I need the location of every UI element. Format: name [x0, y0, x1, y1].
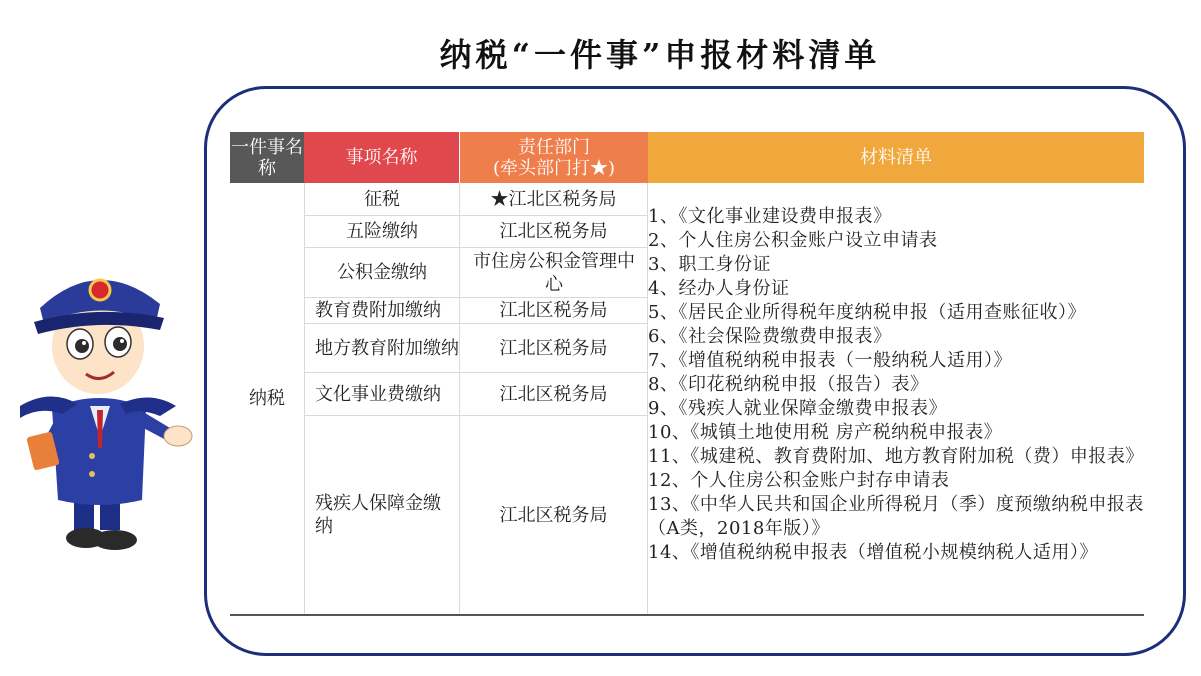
table-row-dept: 江北区税务局 — [499, 383, 608, 405]
table-row-dept: 江北区税务局 — [499, 300, 608, 321]
list-item: 10、《城镇土地使用税 房产税纳税申报表》 — [648, 422, 1003, 443]
materials-list — [648, 205, 1144, 565]
header-materials: 材料清单 — [648, 132, 1144, 183]
list-item: 5、《居民企业所得税年度纳税申报（适用查账征收）》 — [648, 302, 1086, 323]
list-item: 1、《文化事业建设费申报表》 — [648, 206, 892, 227]
list-item: 6、《社会保险费缴费申报表》 — [648, 326, 892, 347]
table-row-item: 征税 — [364, 189, 400, 210]
page-title: 纳税“一件事”申报材料清单 — [439, 36, 881, 74]
list-item: 3、职工身份证 — [648, 254, 771, 275]
header-task-name: 一件事名称 — [230, 132, 304, 183]
header-department-note: (牵头部门打★) — [492, 157, 616, 179]
group-name-cell: 纳税 — [249, 388, 285, 409]
table-row-item: 五险缴纳 — [346, 221, 418, 242]
list-item: 14、《增值税纳税申报表（增值税小规模纳税人适用）》 — [648, 542, 1098, 563]
table-row-dept: 江北区税务局 — [499, 221, 608, 242]
header-item-name: 事项名称 — [304, 132, 459, 183]
list-item: 8、《印花税纳税申报（报告）表》 — [648, 374, 929, 395]
tax-officer-mascot-icon — [0, 238, 200, 568]
table-row-item: 文化事业费缴纳 — [315, 383, 441, 405]
table-row-dept: 江北区税务局 — [499, 504, 608, 526]
list-item: 2、个人住房公积金账户设立申请表 — [648, 230, 938, 251]
list-item: 4、经办人身份证 — [648, 278, 790, 299]
table-row-dept: 江北区税务局 — [499, 337, 608, 359]
header-department — [460, 132, 648, 183]
list-item: 12、个人住房公积金账户封存申请表 — [648, 470, 950, 491]
list-item: 11、《城建税、教育费附加、地方教育附加税（费）申报表》 — [648, 446, 1144, 467]
list-item: 13、《中华人民共和国企业所得税月（季）度预缴纳税申报表（A类，2018年版）》 — [648, 494, 1144, 539]
table-row-item: 公积金缴纳 — [337, 262, 427, 283]
header-department-label: 责任部门 — [518, 136, 590, 158]
table-bottom-border — [230, 614, 1144, 616]
table-row-item: 教育费附加缴纳 — [315, 300, 441, 321]
list-item: 7、《增值税纳税申报表（一般纳税人适用）》 — [648, 350, 1012, 371]
table-row-dept: 市住房公积金管理中心 — [473, 250, 635, 295]
list-item: 9、《残疾人就业保障金缴费申报表》 — [648, 398, 947, 419]
table-row-item: 地方教育附加缴纳 — [315, 337, 459, 359]
table-row-dept: ★江北区税务局 — [490, 189, 617, 210]
table-row-item: 残疾人保障金缴纳 — [315, 493, 441, 537]
